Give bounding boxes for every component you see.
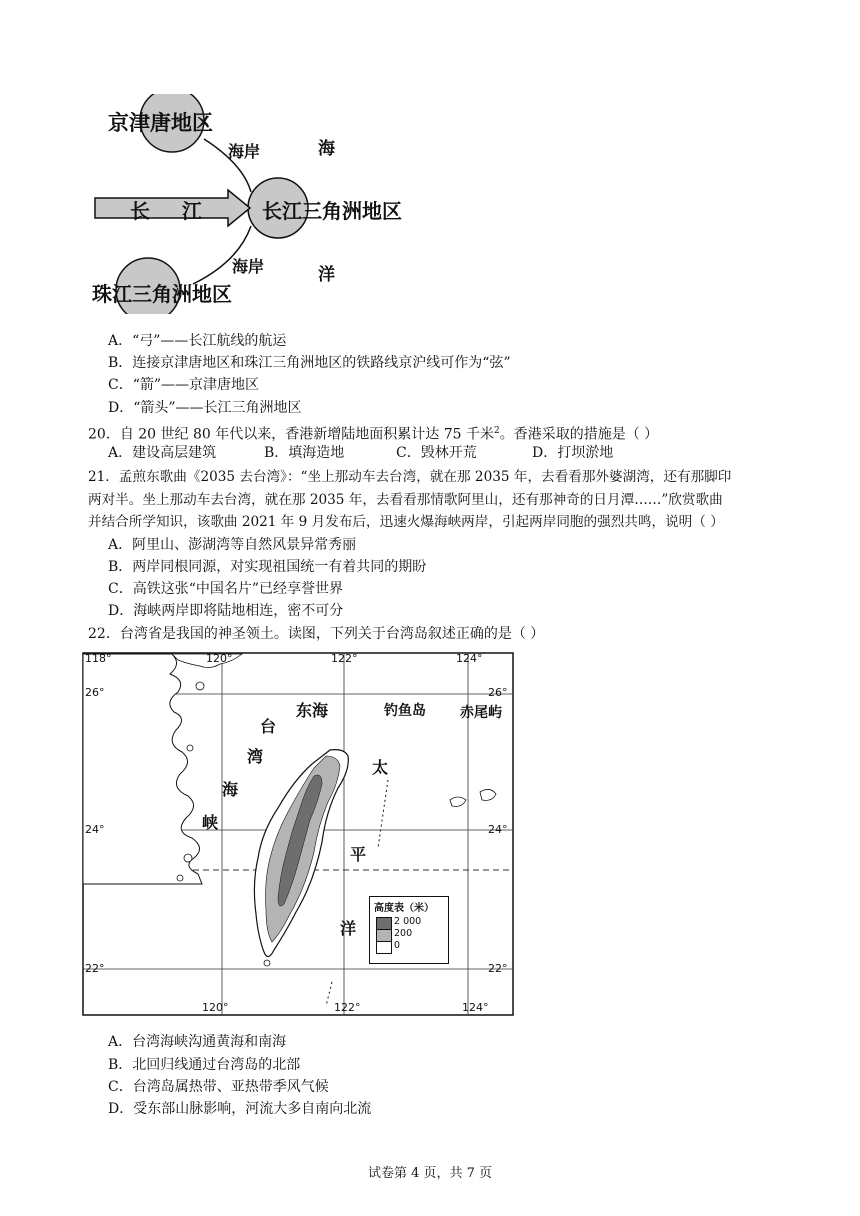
lon-label-120-bottom: 120° <box>202 1001 229 1014</box>
lat-label-22-left: 22° <box>85 962 105 975</box>
label-pacific-char-3: 洋 <box>340 919 357 938</box>
q21-option-a: A．阿里山、澎湖湾等自然风景异常秀丽 <box>108 537 357 553</box>
lat-label-22-right: 22° <box>488 962 508 975</box>
arrow-label-chang: 长 <box>130 199 150 223</box>
label-strait-char-1: 台 <box>260 717 277 736</box>
lat-label-24-left: 24° <box>85 823 105 836</box>
q20-option-d: D．打坝淤地 <box>532 445 614 461</box>
q21-stem-line-2: 两对半。坐上那动车去台湾，就在那 2035 年，去看看那情歌阿里山，还有那神奇的日月潭……”欣赏歌曲 <box>88 492 723 508</box>
q19-option-a: A．“弓”——长江航线的航运 <box>108 333 287 349</box>
island <box>264 960 270 966</box>
lon-label-124-bottom: 124° <box>462 1001 489 1014</box>
elevation-legend <box>369 896 449 964</box>
island <box>184 854 192 862</box>
label-donghai: 东海 <box>296 701 329 720</box>
label-chiweiyu: 赤尾屿 <box>460 705 502 721</box>
q22-option-c: C．台湾岛属热带、亚热带季风气候 <box>108 1079 329 1095</box>
label-strait-char-3: 海 <box>222 780 239 799</box>
yangtze-arrow <box>95 190 250 226</box>
q21-option-c: C．高铁这张“中国名片”已经享誉世界 <box>108 581 344 597</box>
q22-option-a: A．台湾海峡沟通黄海和南海 <box>108 1034 287 1050</box>
island <box>196 682 204 690</box>
lon-label-120-top: 120° <box>206 652 233 665</box>
coast-label-lower: 海岸 <box>232 257 265 276</box>
q21-option-b: B．两岸同根同源，对实现祖国统一有着共同的期盼 <box>108 559 427 575</box>
q19-option-d: D．“箭头”——长江三角洲地区 <box>108 400 302 416</box>
legend-swatch-0 <box>376 941 392 954</box>
q22-option-d: D．受东部山脉影响，河流大多自南向北流 <box>108 1101 372 1117</box>
q20-option-a: A．建设高层建筑 <box>108 445 217 461</box>
q20-superscript: 2 <box>493 426 500 436</box>
bow-arrow-diagram <box>88 94 448 314</box>
label-strait-char-4: 峡 <box>202 813 219 832</box>
lon-label-118: 118° <box>85 652 112 665</box>
lon-label-124-top: 124° <box>456 652 483 665</box>
q19-option-b: B．连接京津唐地区和珠江三角洲地区的铁路线京沪线可作为“弦” <box>108 355 511 371</box>
legend-level-200: 200 <box>394 928 413 939</box>
island <box>187 745 193 751</box>
q22-option-b: B．北回归线通过台湾岛的北部 <box>108 1057 301 1073</box>
lat-label-24-right: 24° <box>488 823 508 836</box>
lat-label-26-left: 26° <box>85 686 105 699</box>
q19-option-c: C．“箭”——京津唐地区 <box>108 377 260 393</box>
q21-option-d: D．海峡两岸即将陆地相连，密不可分 <box>108 603 344 619</box>
label-jingjintang: 京津唐地区 <box>108 111 213 135</box>
sea-label-yang: 洋 <box>318 265 335 285</box>
lon-label-122-top: 122° <box>331 652 358 665</box>
arrow-label-jiang: 江 <box>182 199 202 223</box>
q22-stem: 22．台湾省是我国的神圣领土。读图，下列关于台湾岛叙述正确的是（ ） <box>88 626 545 642</box>
page-footer: 试卷第 4 页，共 7 页 <box>367 1166 493 1181</box>
label-pacific-char-2: 平 <box>350 845 367 864</box>
q21-stem-line-3: 并结合所学知识，该歌曲 2021 年 9 月发布后，迅速火爆海峡两岸，引起两岸同胞的强烈共鸣，说明（ ） <box>88 514 724 530</box>
label-pacific-char-1: 太 <box>372 758 389 777</box>
q20-option-c: C．毁林开荒 <box>396 445 477 461</box>
label-diaoyudao: 钓鱼岛 <box>384 703 426 719</box>
label-yangtze-delta: 长江三角洲地区 <box>262 199 402 223</box>
legend-level-0: 0 <box>394 940 401 951</box>
island <box>177 875 183 881</box>
q20-stem-text: 20．自 20 世纪 80 年代以来，香港新增陆地面积累计达 75 千米 <box>88 426 494 443</box>
lat-label-26-right: 26° <box>488 686 508 699</box>
q20-stem-end: 。香港采取的措施是（ ） <box>499 426 659 443</box>
q20-option-b: B．填海造地 <box>264 445 345 461</box>
label-strait-char-2: 湾 <box>247 747 264 766</box>
coast-label-upper: 海岸 <box>228 142 261 161</box>
legend-level-2000: 2 000 <box>394 916 422 927</box>
q21-stem-line-1: 21．孟煎东歌曲《2035 去台湾》：“坐上那动车去台湾，就在那 2035 年，去看看那外婆湖湾，还有那脚印 <box>88 469 732 485</box>
legend-title: 高度表（米） <box>374 903 434 914</box>
sea-label-hai: 海 <box>318 139 335 159</box>
lon-label-122-bottom: 122° <box>334 1001 361 1014</box>
taiwan-map <box>82 652 514 1016</box>
label-pearl-delta: 珠江三角洲地区 <box>92 282 232 306</box>
